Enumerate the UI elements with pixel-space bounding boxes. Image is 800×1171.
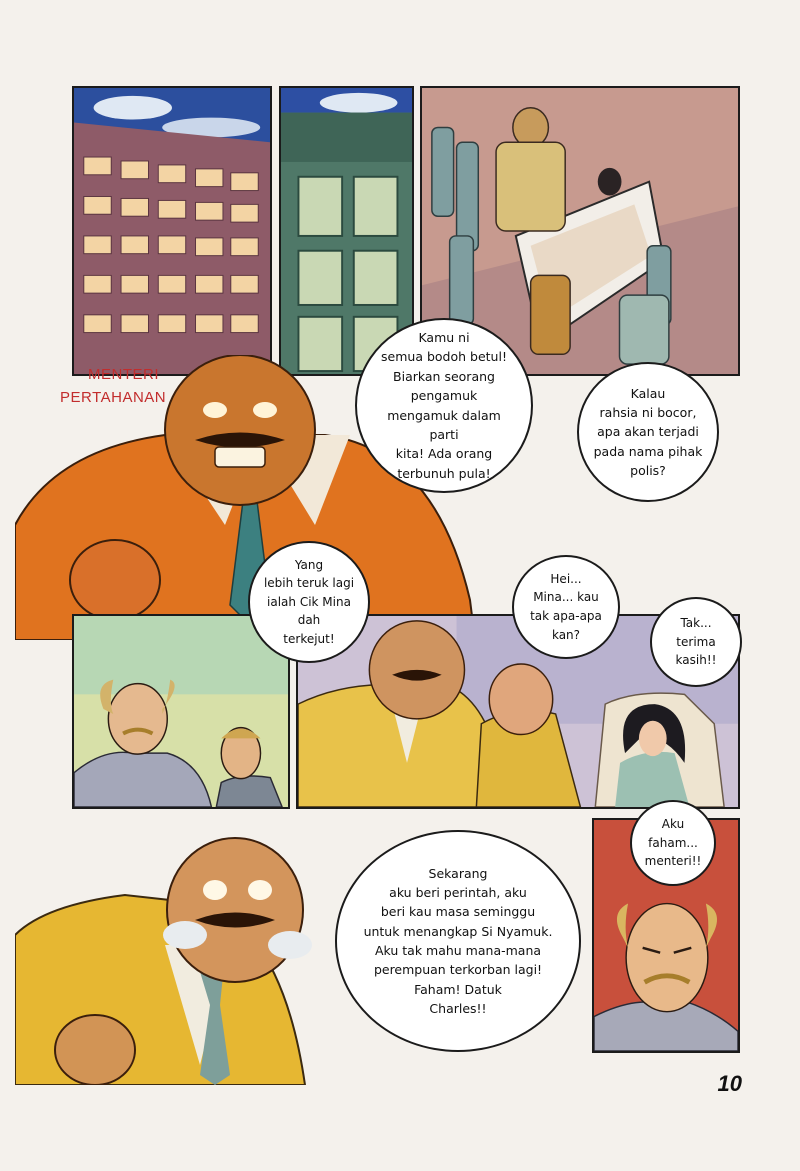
speech-bubble-kamu: [355, 318, 533, 493]
panel-building-pink: [72, 86, 272, 376]
bubble-line: Charles!!: [429, 1001, 487, 1017]
bubble-line: Biarkan seorang pengamuk: [393, 368, 495, 404]
page-number: 10: [717, 1071, 742, 1096]
bubble-line: aku beri perintah, aku: [389, 884, 527, 900]
speech-bubble-kalau: [577, 362, 719, 502]
bubble-line: Tak...: [680, 616, 712, 631]
bubble-line: menteri!!: [644, 854, 702, 869]
bubble-line: kan?: [551, 627, 581, 642]
speech-bubble-yang: [248, 541, 370, 663]
bubble-line: kasih!!: [675, 653, 717, 668]
minister-shouting-portrait: [15, 835, 315, 1085]
bubble-line: semua bodoh betul!: [381, 349, 507, 365]
bubble-line: terima: [676, 634, 716, 649]
panel-police-chief: [72, 614, 290, 809]
bubble-line: terbunuh pula!: [397, 465, 491, 481]
bubble-line: tak apa-apa: [530, 609, 602, 623]
bubble-line: kita! Ada orang: [395, 446, 493, 462]
bubble-line: Sekarang: [428, 865, 488, 881]
bubble-line: Yang: [294, 557, 324, 572]
bubble-line: apa akan terjadi: [597, 424, 699, 440]
bubble-line: untuk menangkap Si Nyamuk.: [363, 923, 553, 939]
bubble-line: lebih teruk lagi: [263, 576, 355, 591]
caption-line-2: PERTAHANAN: [60, 389, 167, 407]
speech-bubble-aku: [630, 800, 716, 886]
bubble-line: Faham! Datuk: [414, 981, 502, 997]
bubble-line: Aku: [661, 817, 685, 832]
speech-bubble-tak: [650, 597, 742, 687]
bubble-line: Mina... kau: [533, 590, 599, 605]
character-caption: [60, 363, 200, 410]
caption-line-1: MENTERI: [88, 366, 159, 383]
bubble-line: Kamu ni: [418, 330, 470, 345]
bubble-line: Hei...: [550, 571, 582, 586]
bubble-line: polis?: [630, 463, 666, 479]
bubble-line: ialah Cik Mina dah: [267, 594, 351, 628]
bubble-line: mengamuk dalam parti: [387, 407, 501, 442]
bubble-line: faham...: [648, 835, 698, 850]
bubble-line: pada nama pihak: [593, 443, 703, 459]
speech-bubble-hei: [512, 555, 620, 659]
speech-bubble-sekarang: [335, 830, 581, 1052]
bubble-line: terkejut!: [283, 631, 335, 646]
bubble-line: Aku tak mahu mana-mana: [374, 943, 542, 958]
bubble-line: rahsia ni bocor,: [599, 404, 697, 420]
bubble-line: beri kau masa seminggu: [380, 904, 536, 920]
bubble-line: Kalau: [630, 385, 666, 401]
bubble-line: perempuan terkorban lagi!: [373, 962, 543, 978]
